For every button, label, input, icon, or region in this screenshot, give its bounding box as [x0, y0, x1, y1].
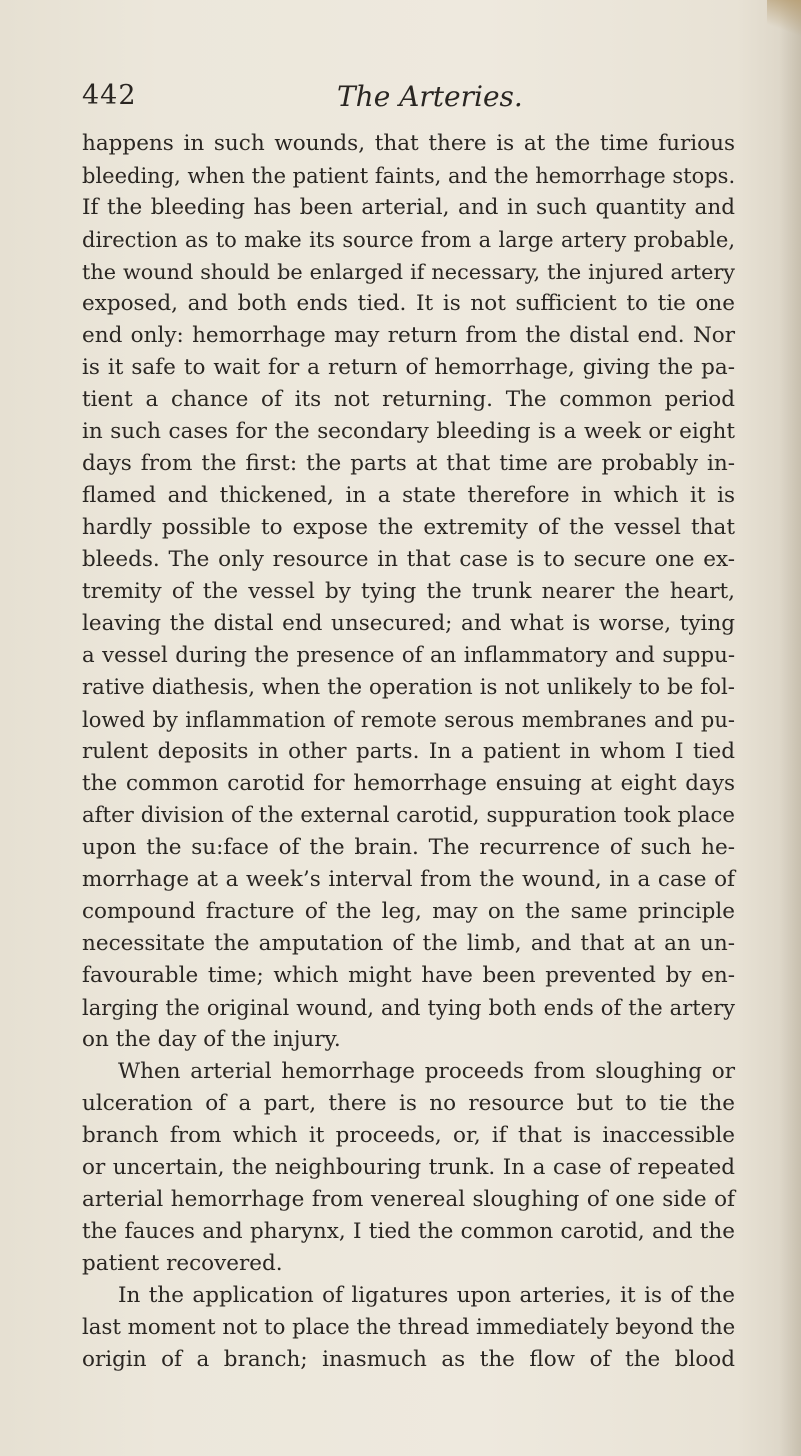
text-line: arterial hemorrhage from venereal sloughing of one side of [82, 1187, 735, 1212]
text-line: ulceration of a part, there is no resource but to tie the [82, 1091, 735, 1116]
page-edge-shadow [779, 0, 801, 1456]
text-line: rulent deposits in other parts. In a patient in whom I tied [82, 739, 735, 764]
text-line: the wound should be enlarged if necessary, the injured artery [82, 260, 735, 284]
text-line: upon the su:face of the brain. The recurrence of such he- [82, 835, 735, 860]
text-line: exposed, and both ends tied. It is not sufficient to tie one [82, 291, 735, 316]
text-line: the fauces and pharynx, I tied the common carotid, and the [82, 1219, 735, 1244]
paragraph-start-line: In the application of ligatures upon arteries, it is of the [118, 1283, 735, 1308]
text-line: lowed by inflammation of remote serous membranes and pu- [82, 708, 735, 732]
text-line: happens in such wounds, that there is at the time furious [82, 131, 735, 156]
text-line: is it safe to wait for a return of hemorrhage, giving the pa- [82, 355, 735, 380]
text-line: direction as to make its source from a large artery probable, [82, 228, 735, 252]
text-line: in such cases for the secondary bleeding is a week or eight [82, 419, 735, 444]
text-line: branch from which it proceeds, or, if that is inaccessible [82, 1123, 735, 1148]
text-line: days from the first: the parts at that time are probably in- [82, 451, 735, 476]
text-line: necessitate the amputation of the limb, and that at an un- [82, 931, 735, 956]
paragraph-end-line: on the day of the injury. [82, 1027, 341, 1052]
text-line: a vessel during the presence of an inflammatory and suppu- [82, 643, 735, 668]
text-line: rative diathesis, when the operation is not unlikely to be fol- [82, 675, 735, 700]
text-line: bleeds. The only resource in that case is to secure one ex- [82, 547, 735, 572]
text-line: If the bleeding has been arterial, and in such quantity and [82, 195, 735, 220]
text-line: leaving the distal end unsecured; and what is worse, tying [82, 611, 735, 636]
text-line: the common carotid for hemorrhage ensuing at eight days [82, 771, 735, 796]
text-line: flamed and thickened, in a state therefore in which it is [82, 483, 735, 508]
text-line: compound fracture of the leg, may on the same principle [82, 899, 735, 924]
text-line: last moment not to place the thread immediately beyond the [82, 1315, 736, 1340]
text-line: larging the original wound, and tying both ends of the artery [82, 996, 735, 1020]
text-line: morrhage at a week’s interval from the wound, in a case of [82, 867, 735, 892]
body-text [82, 128, 735, 1376]
page-corner-stain [767, 0, 801, 40]
paragraph-start-line: When arterial hemorrhage proceeds from sloughing or [118, 1059, 735, 1084]
text-line: after division of the external carotid, suppuration took place [82, 803, 735, 828]
text-line: hardly possible to expose the extremity of the vessel that [82, 515, 735, 540]
text-line: origin of a branch; inasmuch as the flow of the blood [82, 1347, 735, 1372]
text-line: tient a chance of its not returning. The common period [82, 387, 735, 412]
page-number: 442 [82, 80, 137, 111]
text-line: favourable time; which might have been prevented by en- [82, 963, 735, 988]
text-line: or uncertain, the neighbouring trunk. In a case of repeated [82, 1155, 735, 1180]
running-head [82, 80, 732, 120]
text-line: bleeding, when the patient faints, and the hemorrhage stops. [82, 164, 736, 188]
text-line: end only: hemorrhage may return from the distal end. Nor [82, 323, 735, 348]
text-line: tremity of the vessel by tying the trunk nearer the heart, [82, 579, 735, 604]
paragraph-end-line: patient recovered. [82, 1251, 283, 1276]
running-title: The Arteries. [337, 80, 523, 113]
